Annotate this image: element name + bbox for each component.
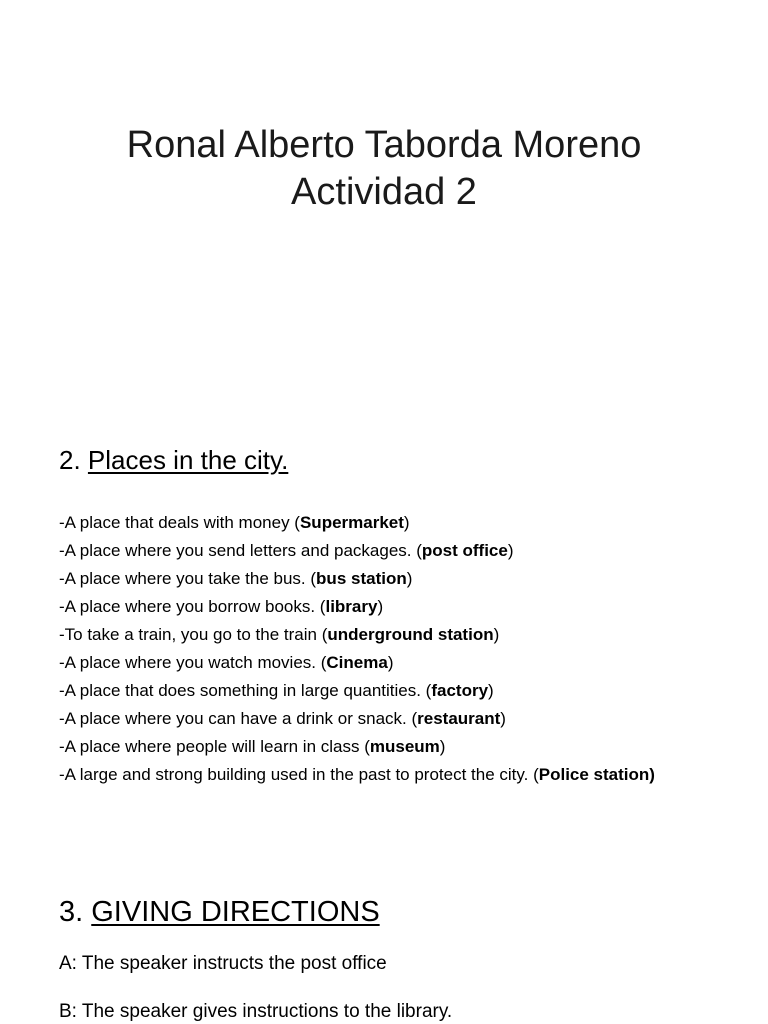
item-answer: bus station xyxy=(316,569,407,588)
section-2-title: Places in the city. xyxy=(87,445,289,475)
author-name: Ronal Alberto Taborda Moreno xyxy=(126,124,642,166)
item-answer: library xyxy=(325,597,378,616)
item-text: -A place where you take the bus. ( xyxy=(59,569,317,588)
item-answer: restaurant xyxy=(417,709,501,728)
direction-line-a: A: The speaker instructs the post office xyxy=(59,953,387,974)
list-item xyxy=(59,593,699,621)
item-answer: underground station xyxy=(327,625,494,644)
slide-title xyxy=(0,122,768,216)
item-answer: museum xyxy=(369,737,440,756)
item-close: ) xyxy=(493,625,500,644)
list-item xyxy=(59,621,699,649)
activity-name: Actividad 2 xyxy=(291,171,477,213)
item-text: -A place where you send letters and packages. ( xyxy=(59,541,422,560)
section-2-heading xyxy=(59,444,288,476)
list-item xyxy=(59,705,699,733)
list-item xyxy=(59,509,699,537)
item-close: ) xyxy=(500,709,506,728)
item-close: ) xyxy=(387,653,394,672)
item-text: -A place where people will learn in class ( xyxy=(59,737,370,756)
item-answer: factory xyxy=(431,681,489,700)
item-close: ) xyxy=(439,737,446,756)
item-text: -A place where you watch movies. ( xyxy=(59,653,327,672)
item-close: ) xyxy=(377,597,384,616)
item-answer: Supermarket xyxy=(299,513,404,532)
item-text: -To take a train, you go to the train ( xyxy=(59,625,328,644)
list-item xyxy=(59,733,699,761)
section-3-heading xyxy=(59,894,380,930)
item-answer: post office xyxy=(421,541,508,560)
item-close: ) xyxy=(507,541,514,560)
item-text: -A place that does something in large quantities. ( xyxy=(59,681,432,700)
item-answer: Cinema xyxy=(326,653,388,672)
item-text: -A place where you can have a drink or snack. ( xyxy=(59,709,418,728)
item-text: -A large and strong building used in the past to protect the city. ( xyxy=(59,765,539,784)
item-text: -A place that deals with money ( xyxy=(59,513,300,532)
item-close: ) xyxy=(403,513,410,532)
list-item xyxy=(59,649,699,677)
section-3-title: GIVING DIRECTIONS xyxy=(91,896,380,928)
section-2-number: 2. xyxy=(59,445,81,475)
direction-line-b: B: The speaker gives instructions to the library. xyxy=(59,1001,453,1022)
list-item xyxy=(59,677,699,705)
places-list xyxy=(59,509,699,785)
item-text: -A place where you borrow books. ( xyxy=(59,597,326,616)
list-item xyxy=(59,565,699,593)
list-item xyxy=(59,761,699,785)
item-close: ) xyxy=(488,681,494,700)
item-close: ) xyxy=(406,569,413,588)
list-item xyxy=(59,537,699,565)
section-3-number: 3. xyxy=(59,896,84,928)
item-answer: Police station) xyxy=(538,765,655,784)
